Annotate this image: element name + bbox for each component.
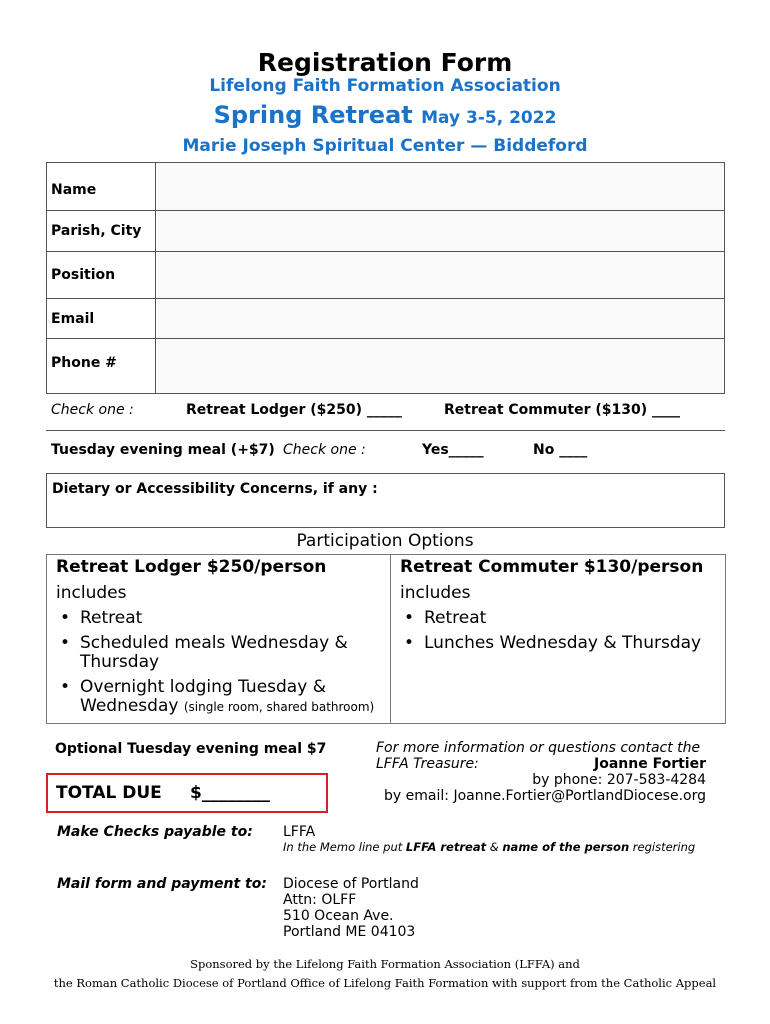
registration-table [46, 162, 725, 394]
meal-question: Tuesday evening meal (+$7) [51, 442, 275, 458]
field-row-position [47, 252, 725, 299]
retreat-name: Spring Retreat [213, 101, 413, 129]
address-line: 510 Ocean Ave. [283, 908, 394, 924]
meal-check-one: Check one : [283, 442, 366, 458]
association-name: Lifelong Faith Formation Association [209, 76, 561, 96]
total-due-box [46, 773, 328, 813]
lodging-text: Overnight lodging Tuesday & Wednesday [80, 677, 326, 716]
treasurer-label: LFFA Treasure: [376, 756, 479, 772]
parish-input-cell[interactable] [156, 211, 725, 252]
participation-options-title: Participation Options [296, 531, 474, 551]
field-row-name [47, 163, 725, 211]
mail-address [283, 876, 419, 940]
memo-amp: & [489, 840, 499, 854]
lodger-heading: Retreat Lodger $250/person [56, 557, 327, 577]
memo-suffix: registering [632, 840, 696, 854]
checks-payee: LFFA [283, 824, 316, 840]
retreat-dates: May 3-5, 2022 [421, 108, 557, 128]
meal-yes-option[interactable]: Yes_____ [422, 442, 484, 458]
contact-info [376, 740, 706, 804]
treasurer-name: Joanne Fortier [594, 756, 706, 772]
address-line: Diocese of Portland [283, 876, 419, 892]
total-due-input[interactable]: $________ [190, 783, 270, 803]
commuter-option[interactable]: Retreat Commuter ($130) ____ [444, 402, 681, 418]
field-label-name: Name [47, 163, 156, 211]
contact-phone: by phone: 207-583-4284 [532, 772, 706, 788]
venue: Marie Joseph Spiritual Center — Biddeford [182, 136, 588, 156]
concerns-label: Dietary or Accessibility Concerns, if any : [52, 481, 378, 497]
field-label-parish: Parish, City [47, 211, 156, 252]
list-item [56, 678, 376, 717]
field-row-parish [47, 211, 725, 252]
field-label-email: Email [47, 299, 156, 339]
memo-instructions [283, 840, 695, 854]
list-item: • Retreat [56, 609, 376, 628]
memo-bold-retreat: LFFA retreat [405, 840, 487, 854]
check-one-label: Check one : [51, 402, 134, 418]
list-item: • Lunches Wednesday & Thursday [400, 634, 720, 653]
optional-meal-note: Optional Tuesday evening meal $7 [55, 741, 327, 757]
page-title: Registration Form [257, 48, 513, 77]
mail-label: Mail form and payment to: [57, 876, 267, 892]
footer-line-2: the Roman Catholic Diocese of Portland Office of Lifelong Faith Formation with support from the Catholic Appeal [53, 976, 717, 990]
list-item: • Retreat [400, 609, 720, 628]
commuter-items [400, 609, 720, 659]
footer-line-1: Sponsored by the Lifelong Faith Formation Association (LFFA) and [190, 957, 580, 971]
contact-email[interactable]: by email: Joanne.Fortier@PortlandDiocese.org [384, 788, 706, 804]
field-row-phone [47, 339, 725, 394]
contact-lead: For more information or questions contact the [376, 740, 701, 756]
address-line: Portland ME 04103 [283, 924, 416, 940]
meal-no-option[interactable]: No ____ [533, 442, 588, 458]
name-input-cell[interactable] [156, 163, 725, 211]
list-item: • Scheduled meals Wednesday & Thursday [56, 634, 376, 672]
field-label-position: Position [47, 252, 156, 299]
memo-prefix: In the Memo line put [283, 840, 403, 854]
lodging-note: (single room, shared bathroom) [183, 700, 375, 714]
commuter-heading: Retreat Commuter $130/person [400, 557, 704, 577]
commuter-option-box [390, 554, 726, 724]
concerns-box[interactable] [46, 474, 725, 528]
lodger-option[interactable]: Retreat Lodger ($250) _____ [186, 402, 402, 418]
row-divider [46, 430, 725, 431]
checks-label: Make Checks payable to: [57, 824, 253, 840]
address-line: Attn: OLFF [283, 892, 357, 908]
lodger-includes: includes [56, 583, 127, 603]
retreat-heading [0, 101, 770, 129]
field-label-phone: Phone # [47, 339, 156, 394]
commuter-includes: includes [400, 583, 471, 603]
email-input-cell[interactable] [156, 299, 725, 339]
position-input-cell[interactable] [156, 252, 725, 299]
treasurer-line [376, 756, 706, 772]
total-due-label: TOTAL DUE [56, 783, 162, 803]
lodger-option-box [46, 554, 391, 724]
memo-bold-name: name of the person [502, 840, 630, 854]
lodger-items [56, 609, 376, 723]
field-row-email [47, 299, 725, 339]
phone-input-cell[interactable] [156, 339, 725, 394]
